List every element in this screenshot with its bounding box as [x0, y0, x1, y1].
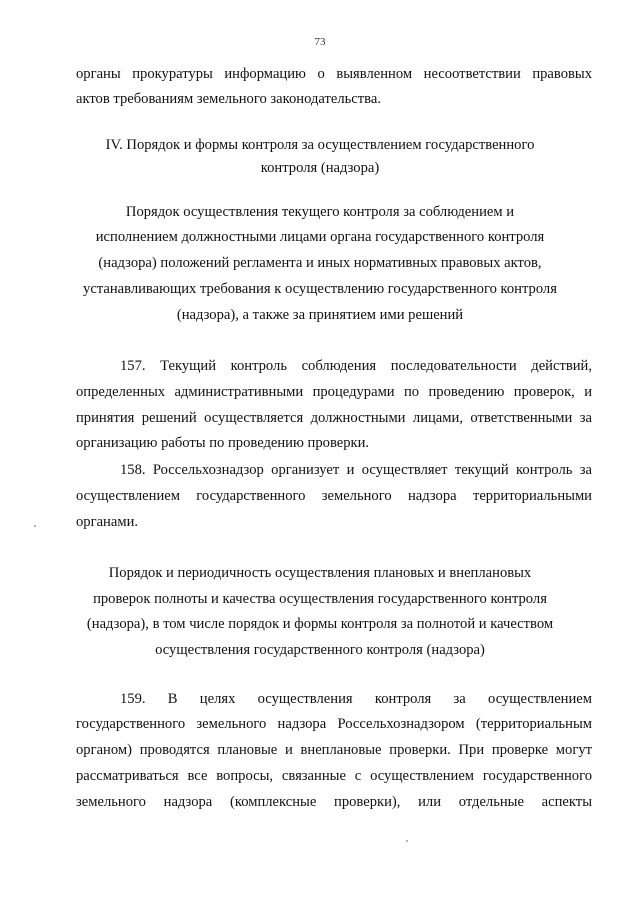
- scan-speck: [34, 525, 36, 527]
- paragraph-line: организацию работы по проведению проверки.: [76, 435, 370, 451]
- subsection-heading-line: осуществления государственного контроля (надзора): [155, 642, 485, 658]
- subsection-heading-line: исполнением должностными лицами органа государственного контроля: [95, 229, 545, 245]
- paragraph-line: актов требованиям земельного законодательства.: [76, 91, 381, 107]
- paragraph-line: принятия решений осуществляется должностными лицами, ответственными за: [76, 410, 592, 426]
- subsection-heading-line: Порядок и периодичность осуществления плановых и внеплановых: [108, 565, 532, 581]
- paragraph-line: 159. В целях осуществления контроля за осуществлением: [120, 691, 592, 707]
- subsection-heading-line: устанавливающих требования к осуществлению государственного контроля: [83, 281, 557, 297]
- paragraph-line: осуществлением государственного земельного надзора территориальными: [76, 488, 592, 504]
- paragraph-line: 157. Текущий контроль соблюдения последовательности действий,: [120, 358, 592, 374]
- subsection-heading-line: проверок полноты и качества осуществления государственного контроля: [93, 591, 547, 607]
- paragraph-line: органами.: [76, 514, 139, 530]
- paragraph-line: рассматриваться все вопросы, связанные с осуществлением государственного: [76, 768, 592, 784]
- paragraph-line: органом) проводятся плановые и внеплановые проверки. При проверке могут: [76, 742, 592, 758]
- paragraph-line: государственного земельного надзора Россельхознадзором (территориальным: [76, 716, 592, 732]
- paragraph-line: определенных административными процедурами по проведению проверок, и: [76, 384, 592, 400]
- paragraph-line: земельного надзора (комплексные проверки), или отдельные аспекты: [76, 794, 592, 810]
- subsection-heading-line: (надзора) положений регламента и иных нормативных правовых актов,: [98, 255, 542, 271]
- section-heading-line: IV. Порядок и формы контроля за осуществлением государственного: [105, 137, 535, 153]
- paragraph-line: 158. Россельхознадзор организует и осуществляет текущий контроль за: [120, 462, 592, 478]
- subsection-heading-line: Порядок осуществления текущего контроля за соблюдением и: [125, 204, 515, 220]
- subsection-heading-line: (надзора), в том числе порядок и формы контроля за полнотой и качеством: [86, 616, 554, 632]
- paragraph-line: органы прокуратуры информацию о выявленном несоответствии правовых: [76, 66, 592, 82]
- scan-speck: [406, 840, 408, 842]
- section-heading-line: контроля (надзора): [260, 160, 380, 176]
- subsection-heading-line: (надзора), а также за принятием ими решений: [176, 307, 464, 323]
- page-number: 73: [314, 36, 326, 48]
